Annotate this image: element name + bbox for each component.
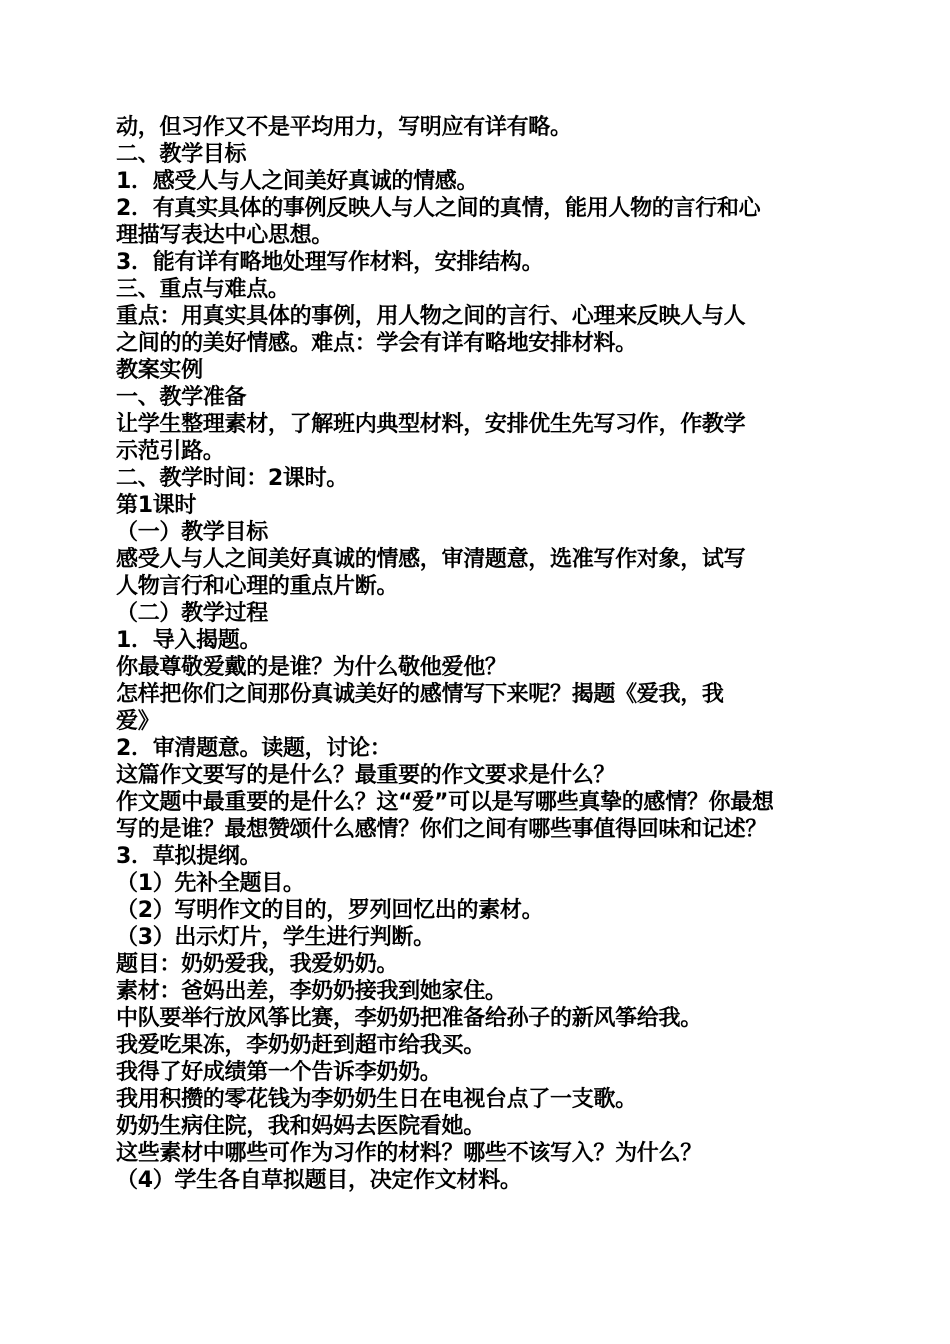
text-line: 理描写表达中心思想。 — [116, 223, 334, 248]
text-line: 之间的的美好情感。难点：学会有详有略地安排材料。 — [116, 331, 637, 356]
text-line: 示范引路。 — [116, 439, 225, 464]
section-heading: 三、重点与难点。 — [116, 277, 290, 302]
text-line: 作文题中最重要的是什么？这“爱”可以是写哪些真挚的感情？你最想 — [116, 790, 774, 815]
list-item: （4）学生各自草拟题目，决定作文材料。 — [116, 1168, 522, 1193]
section-heading: 一、教学准备 — [116, 385, 247, 410]
text-line: 题目：奶奶爱我，我爱奶奶。 — [116, 952, 399, 977]
text-line: 奶奶生病住院，我和妈妈去医院看她。 — [116, 1114, 485, 1139]
text-line: 1．感受人与人之间美好真诚的情感。 — [116, 169, 479, 194]
text-line: 爱》 — [116, 709, 160, 734]
text-line: 中队要举行放风筝比赛，李奶奶把准备给孙子的新风筝给我。 — [116, 1006, 702, 1031]
text-line: 2．有真实具体的事例反映人与人之间的真情，能用人物的言行和心 — [116, 196, 761, 221]
text-line: 我爱吃果冻，李奶奶赶到超市给我买。 — [116, 1033, 485, 1058]
text-line: 写的是谁？最想赞颂什么感情？你们之间有哪些事值得回味和记述？ — [116, 817, 768, 842]
text-line: 感受人与人之间美好真诚的情感，审清题意，选准写作对象，试写 — [116, 547, 746, 572]
text-line: 2．审清题意。读题，讨论： — [116, 736, 392, 761]
subsection-heading: （二）教学过程 — [116, 601, 268, 626]
document-body — [116, 114, 836, 1194]
list-item: （2）写明作文的目的，罗列回忆出的素材。 — [116, 898, 544, 923]
section-heading: 教案实例 — [116, 358, 203, 383]
subsection-heading: （一）教学目标 — [116, 520, 268, 545]
text-line: 你最尊敬爱戴的是谁？为什么敬他爱他？ — [116, 655, 507, 680]
list-item: （1）先补全题目。 — [116, 871, 305, 896]
text-line: 这篇作文要写的是什么？最重要的作文要求是什么？ — [116, 763, 616, 788]
text-line: 素材：爸妈出差，李奶奶接我到她家住。 — [116, 979, 507, 1004]
section-heading: 第1课时 — [116, 493, 197, 518]
text-line: 动，但习作又不是平均用力，写明应有详有略。 — [116, 115, 572, 140]
list-item: （3）出示灯片，学生进行判断。 — [116, 925, 435, 950]
text-line: 这些素材中哪些可作为习作的材料？哪些不该写入？为什么？ — [116, 1141, 702, 1166]
text-line: 我用积攒的零花钱为李奶奶生日在电视台点了一支歌。 — [116, 1087, 637, 1112]
text-line: 我得了好成绩第一个告诉李奶奶。 — [116, 1060, 442, 1085]
text-line: 重点：用真实具体的事例，用人物之间的言行、心理来反映人与人 — [116, 304, 746, 329]
text-line: 3．能有详有略地处理写作材料，安排结构。 — [116, 250, 544, 275]
text-line: 让学生整理素材，了解班内典型材料，安排优生先写习作，作教学 — [116, 412, 746, 437]
text-line: 人物言行和心理的重点片断。 — [116, 574, 399, 599]
text-line: 1．导入揭题。 — [116, 628, 262, 653]
text-line: 3．草拟提纲。 — [116, 844, 262, 869]
section-heading: 二、教学时间：2课时。 — [116, 466, 349, 491]
text-line: 怎样把你们之间那份真诚美好的感情写下来呢？揭题《爱我，我 — [116, 682, 724, 707]
section-heading: 二、教学目标 — [116, 142, 247, 167]
